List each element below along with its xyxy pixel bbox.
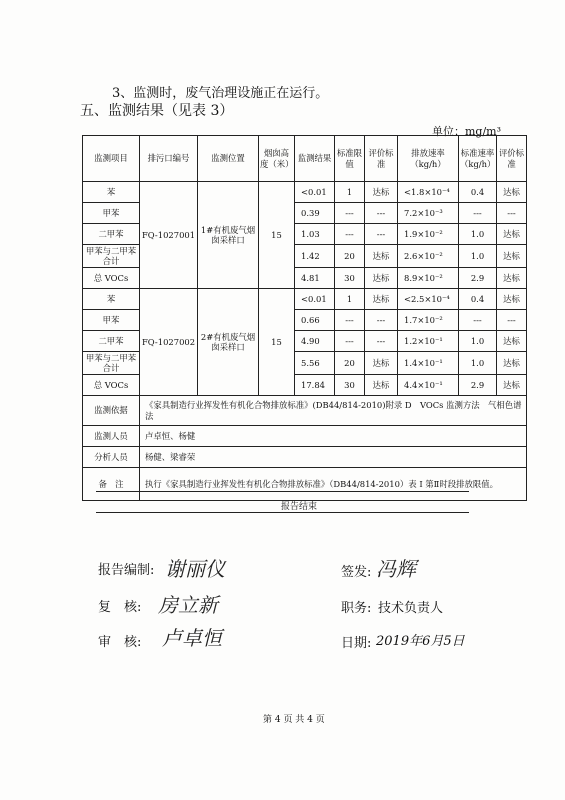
outlet-cell: FQ-1027001 <box>140 182 198 289</box>
std-cell: --- <box>459 310 497 331</box>
header-position: 监测位置 <box>198 136 259 182</box>
eval1-cell: 达标 <box>365 289 398 310</box>
rate-cell: <1.8×10⁻⁴ <box>398 182 459 203</box>
table-header-row <box>83 136 527 182</box>
end-divider-bottom <box>96 512 469 513</box>
height-cell: 15 <box>259 289 295 396</box>
limit-cell: --- <box>335 310 365 331</box>
intro-line: 3、监测时，废气治理设施正在运行。 <box>112 86 329 101</box>
eval2-cell: 达标 <box>497 245 527 268</box>
review-label: 复 核: <box>98 600 142 615</box>
height-cell: 15 <box>259 182 295 289</box>
position-cell: 1#有机废气烟囱采样口 <box>198 182 259 289</box>
eval1-cell: 达标 <box>365 375 398 396</box>
basis-label: 监测依据 <box>83 396 140 426</box>
rate-cell: <2.5×10⁻⁴ <box>398 289 459 310</box>
position-label: 职务: <box>341 601 372 616</box>
monitors-value: 卢卓恒、杨健 <box>140 426 527 447</box>
audit-label: 审 核: <box>98 635 142 650</box>
remarks-value: 执行《家具制造行业挥发性有机化合物排放标准》（DB44/814-2010）表 I 第Ⅱ时段排放限值。 <box>140 468 527 501</box>
end-divider-top <box>96 491 469 492</box>
header-outlet: 排污口编号 <box>140 136 198 182</box>
eval2-cell: --- <box>497 203 527 224</box>
header-eval1: 评价标准 <box>365 136 398 182</box>
unit-label: 单位：mg/m³ <box>431 125 501 138</box>
item-cell: 苯 <box>83 182 140 203</box>
rate-cell: 7.2×10⁻³ <box>398 203 459 224</box>
group-1 <box>83 182 527 289</box>
header-eval2: 评价标准 <box>497 136 527 182</box>
header-std-rate: 标准速率（kg/h） <box>459 136 497 182</box>
rate-cell: 8.9×10⁻² <box>398 268 459 289</box>
header-limit: 标准限值 <box>335 136 365 182</box>
sign-label: 签发: <box>341 565 372 580</box>
item-cell: 甲苯 <box>83 203 140 224</box>
std-cell: 0.4 <box>459 182 497 203</box>
basis-row <box>83 396 527 426</box>
rate-cell: 1.2×10⁻¹ <box>398 331 459 352</box>
result-cell: 0.66 <box>295 310 335 331</box>
eval1-cell: --- <box>365 310 398 331</box>
eval2-cell: 达标 <box>497 182 527 203</box>
review-signature: 房立新 <box>158 593 218 617</box>
eval1-cell: 达标 <box>365 352 398 375</box>
eval2-cell: 达标 <box>497 375 527 396</box>
audit-signature: 卢卓恒 <box>162 626 222 650</box>
analysts-row <box>83 447 527 468</box>
header-height: 烟囱高度（米） <box>259 136 295 182</box>
rate-cell: 1.9×10⁻² <box>398 224 459 245</box>
item-cell: 甲苯 <box>83 310 140 331</box>
rate-cell: 4.4×10⁻¹ <box>398 375 459 396</box>
item-cell: 总 VOCs <box>83 268 140 289</box>
eval2-cell: 达标 <box>497 268 527 289</box>
limit-cell: 20 <box>335 245 365 268</box>
limit-cell: 20 <box>335 352 365 375</box>
monitors-label: 监测人员 <box>83 426 140 447</box>
std-cell: 1.0 <box>459 352 497 375</box>
date-label: 日期: <box>341 636 372 651</box>
eval1-cell: 达标 <box>365 268 398 289</box>
std-cell: 1.0 <box>459 331 497 352</box>
sign-signature: 冯辉 <box>376 557 416 581</box>
item-cell: 甲苯与二甲苯合计 <box>83 352 140 375</box>
outlet-cell: FQ-1027002 <box>140 289 198 396</box>
limit-cell: --- <box>335 203 365 224</box>
position-value: 技术负责人 <box>378 601 444 616</box>
limit-cell: 30 <box>335 268 365 289</box>
result-cell: <0.01 <box>295 289 335 310</box>
item-cell: 二甲苯 <box>83 224 140 245</box>
limit-cell: 1 <box>335 182 365 203</box>
table-row <box>83 289 527 310</box>
compiled-label: 报告编制: <box>98 563 155 578</box>
remarks-row <box>83 468 527 501</box>
page-footer: 第 4 页 共 4 页 <box>263 715 325 725</box>
eval1-cell: --- <box>365 331 398 352</box>
rate-cell: 1.7×10⁻² <box>398 310 459 331</box>
eval2-cell: 达标 <box>497 224 527 245</box>
eval1-cell: --- <box>365 203 398 224</box>
header-result: 监测结果 <box>295 136 335 182</box>
eval1-cell: 达标 <box>365 182 398 203</box>
section-title: 五、监测结果（见表 3） <box>80 103 234 119</box>
result-cell: 1.42 <box>295 245 335 268</box>
result-cell: 17.84 <box>295 375 335 396</box>
std-cell: 0.4 <box>459 289 497 310</box>
position-cell: 2#有机废气烟囱采样口 <box>198 289 259 396</box>
result-cell: 5.56 <box>295 352 335 375</box>
monitors-row <box>83 426 527 447</box>
remarks-label: 备 注 <box>83 468 140 501</box>
limit-cell: --- <box>335 224 365 245</box>
analysts-label: 分析人员 <box>83 447 140 468</box>
eval2-cell: 达标 <box>497 352 527 375</box>
eval1-cell: 达标 <box>365 245 398 268</box>
rate-cell: 2.6×10⁻² <box>398 245 459 268</box>
result-cell: 4.90 <box>295 331 335 352</box>
std-cell: 2.9 <box>459 375 497 396</box>
header-rate: 排放速率（kg/h） <box>398 136 459 182</box>
result-cell: <0.01 <box>295 182 335 203</box>
eval2-cell: --- <box>497 310 527 331</box>
rate-cell: 1.4×10⁻¹ <box>398 352 459 375</box>
limit-cell: 1 <box>335 289 365 310</box>
result-cell: 0.39 <box>295 203 335 224</box>
results-table <box>82 135 527 501</box>
group-2 <box>83 289 527 396</box>
eval1-cell: --- <box>365 224 398 245</box>
std-cell: --- <box>459 203 497 224</box>
std-cell: 1.0 <box>459 245 497 268</box>
item-cell: 总 VOCs <box>83 375 140 396</box>
report-end: 报告结束 <box>281 502 318 512</box>
std-cell: 1.0 <box>459 224 497 245</box>
eval2-cell: 达标 <box>497 331 527 352</box>
date-value: 2019年6月5日 <box>376 634 465 649</box>
basis-value: 《家具制造行业挥发性有机化合物排放标准》(DB44/814-2010)附录 D VOCs 监测方法 气相色谱法 <box>140 396 527 426</box>
limit-cell: 30 <box>335 375 365 396</box>
table-row <box>83 182 527 203</box>
result-cell: 4.81 <box>295 268 335 289</box>
eval2-cell: 达标 <box>497 289 527 310</box>
std-cell: 2.9 <box>459 268 497 289</box>
result-cell: 1.03 <box>295 224 335 245</box>
header-item: 监测项目 <box>83 136 140 182</box>
item-cell: 甲苯与二甲苯合计 <box>83 245 140 268</box>
compiled-signature: 谢丽仪 <box>165 557 225 581</box>
item-cell: 二甲苯 <box>83 331 140 352</box>
analysts-value: 杨健、梁睿荣 <box>140 447 527 468</box>
item-cell: 苯 <box>83 289 140 310</box>
limit-cell: --- <box>335 331 365 352</box>
